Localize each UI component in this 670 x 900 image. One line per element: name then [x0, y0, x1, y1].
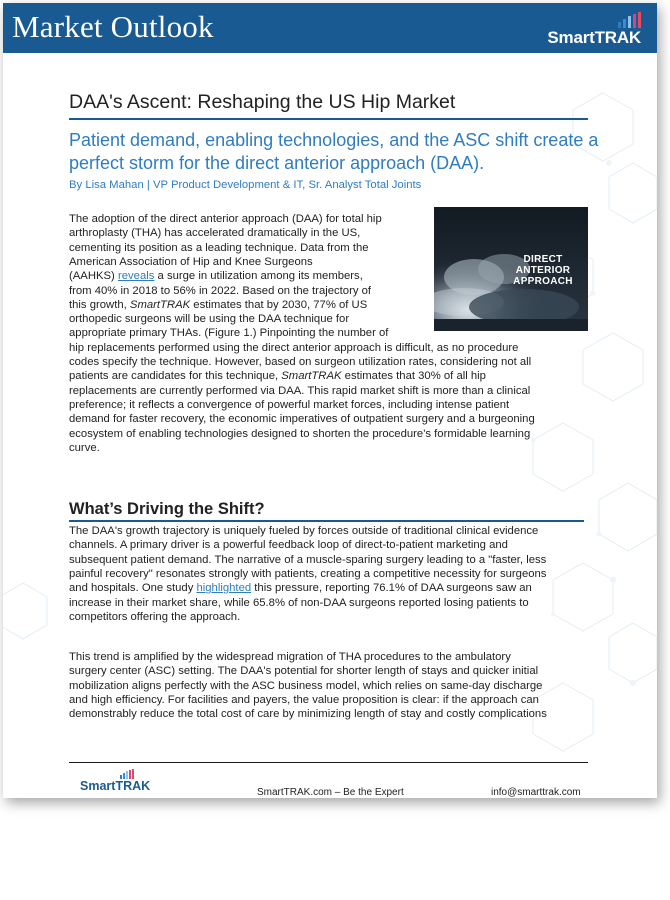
- p1-line: hip replacements performed using the direct anterior approach is difficult, as no procedure: [69, 341, 519, 354]
- p3-line: This trend is amplified by the widespread migration of THA procedures to the ambulatory: [69, 651, 511, 663]
- footer-bar-chart-icon: [120, 769, 134, 779]
- p2-line: increase in their market share, while 65.8% of non-DAA surgeons reported losing patients to: [69, 596, 529, 609]
- p2-text: and hospitals. One study: [69, 582, 197, 595]
- footer-tagline: SmartTRAK.com – Be the Expert: [257, 787, 404, 798]
- p2-line: subsequent patient demand. The narrative of a muscle-sparing surgery leading to a "faster, less: [69, 553, 547, 566]
- footer-logo-trak: TRAK: [115, 779, 151, 793]
- logo-text-trak: TRAK: [594, 28, 641, 47]
- p1-line: replacements are currently performed via DAA. This rapid market shift is more than a clinical: [69, 384, 531, 397]
- header-banner: [3, 3, 657, 53]
- p1-line: preference; it reflects a convergence of powerful market forces, including intense patient: [69, 398, 510, 411]
- p3-line: surgery center (ASC) setting. The DAA's potential for shorter length of stays and quicker initial: [69, 665, 539, 678]
- p1-line: codes specify the technique. However, based on surgeon utilization rates, considering not all: [69, 356, 532, 368]
- smarttrak-logo: [531, 12, 641, 48]
- p1-italic: SmartTRAK: [129, 298, 191, 311]
- document-page: [3, 3, 657, 798]
- p1-italic: SmartTRAK: [281, 370, 342, 383]
- p2-line: [69, 581, 532, 595]
- p1-text: estimates that 30% of all hip: [341, 370, 486, 383]
- p1-text: patients are candidates for this technique,: [69, 370, 282, 383]
- p2-line: The DAA's growth trajectory is uniquely fueled by forces outside of traditional clinical evidence: [69, 525, 539, 537]
- p1-text: (AAHKS): [69, 270, 118, 283]
- footer-smarttrak-logo: [78, 769, 158, 797]
- direct-anterior-approach-image: [434, 207, 588, 331]
- p3-line: and high efficiency. For facilities and payers, the value proposition is clear: if the approach can: [69, 693, 539, 706]
- highlighted-link[interactable]: highlighted: [196, 582, 252, 595]
- p2-line: competitors offering the approach.: [69, 610, 241, 623]
- p1-line: arthroplasty (THA) has accelerated dramatically in the US,: [69, 227, 361, 240]
- p3-line: demonstrably reduce the total cost of care by minimizing length of stay and costly complications: [69, 708, 547, 721]
- p1-text: this growth,: [69, 298, 130, 311]
- reveals-link[interactable]: reveals: [117, 270, 155, 283]
- p1-line: appropriate primary THAs. (Figure 1.) Pinpointing the number of: [69, 327, 389, 340]
- p1-line: [69, 369, 486, 383]
- p1-line: curve.: [69, 441, 100, 454]
- p2-line: channels. A primary driver is a powerful feedback loop of direct-to-patient marketing and: [69, 539, 508, 552]
- headline-divider: [69, 118, 588, 120]
- p1-line: demand for faster recovery, the economic imperatives of outpatient surgery and a burgeoning: [69, 413, 535, 426]
- p1-line: ecosystem of enabling technologies designed to shorten the procedure's formidable learning: [69, 427, 531, 440]
- article-byline: By Lisa Mahan | VP Product Development & IT, Sr. Analyst Total Joints: [69, 179, 422, 191]
- footer-divider: [69, 762, 588, 763]
- p1-text: a surge in utilization among its members,: [154, 270, 363, 283]
- p1-line: [69, 269, 363, 283]
- p2-line: painful recovery" resonates strongly with patients, creating a competitive necessity for surgeons: [69, 567, 547, 580]
- image-label-line-1: DIRECT: [523, 254, 563, 265]
- banner-title: Market Outlook: [12, 9, 214, 44]
- bar-chart-icon: [618, 12, 641, 28]
- section-heading: What’s Driving the Shift?: [69, 500, 265, 518]
- p1-line: cementing its position as a leading technique. Data from the: [69, 241, 369, 254]
- p1-line: orthopedic surgeons will be using the DAA technique for: [69, 313, 350, 326]
- p1-text: estimates that by 2030, 77% of US: [190, 298, 368, 311]
- p1-line: from 40% in 2018 to 56% in 2022. Based on the trajectory of: [69, 284, 372, 297]
- p2-text: this pressure, reporting 76.1% of DAA surgeons saw an: [251, 582, 532, 595]
- p1-line: American Association of Hip and Knee Surgeons: [69, 255, 313, 268]
- p1-line: [69, 298, 367, 312]
- article-headline: DAA's Ascent: Reshaping the US Hip Market: [69, 91, 456, 113]
- section-divider: [69, 520, 584, 522]
- footer-email[interactable]: info@smarttrak.com: [491, 787, 581, 798]
- article-subheadline: Patient demand, enabling technologies, and the ASC shift create a perfect storm for the direct anterior approach (DAA).: [69, 130, 599, 173]
- p3-line: mobilization aligns perfectly with the ASC business model, which relies on same-day discharge: [69, 679, 543, 692]
- image-label-line-2: ANTERIOR: [515, 265, 571, 276]
- logo-text-smart: Smart: [547, 28, 595, 47]
- image-label-line-3: APPROACH: [513, 276, 573, 287]
- p1-line: The adoption of the direct anterior approach (DAA) for total hip: [69, 213, 382, 225]
- footer-logo-smart: Smart: [80, 779, 116, 793]
